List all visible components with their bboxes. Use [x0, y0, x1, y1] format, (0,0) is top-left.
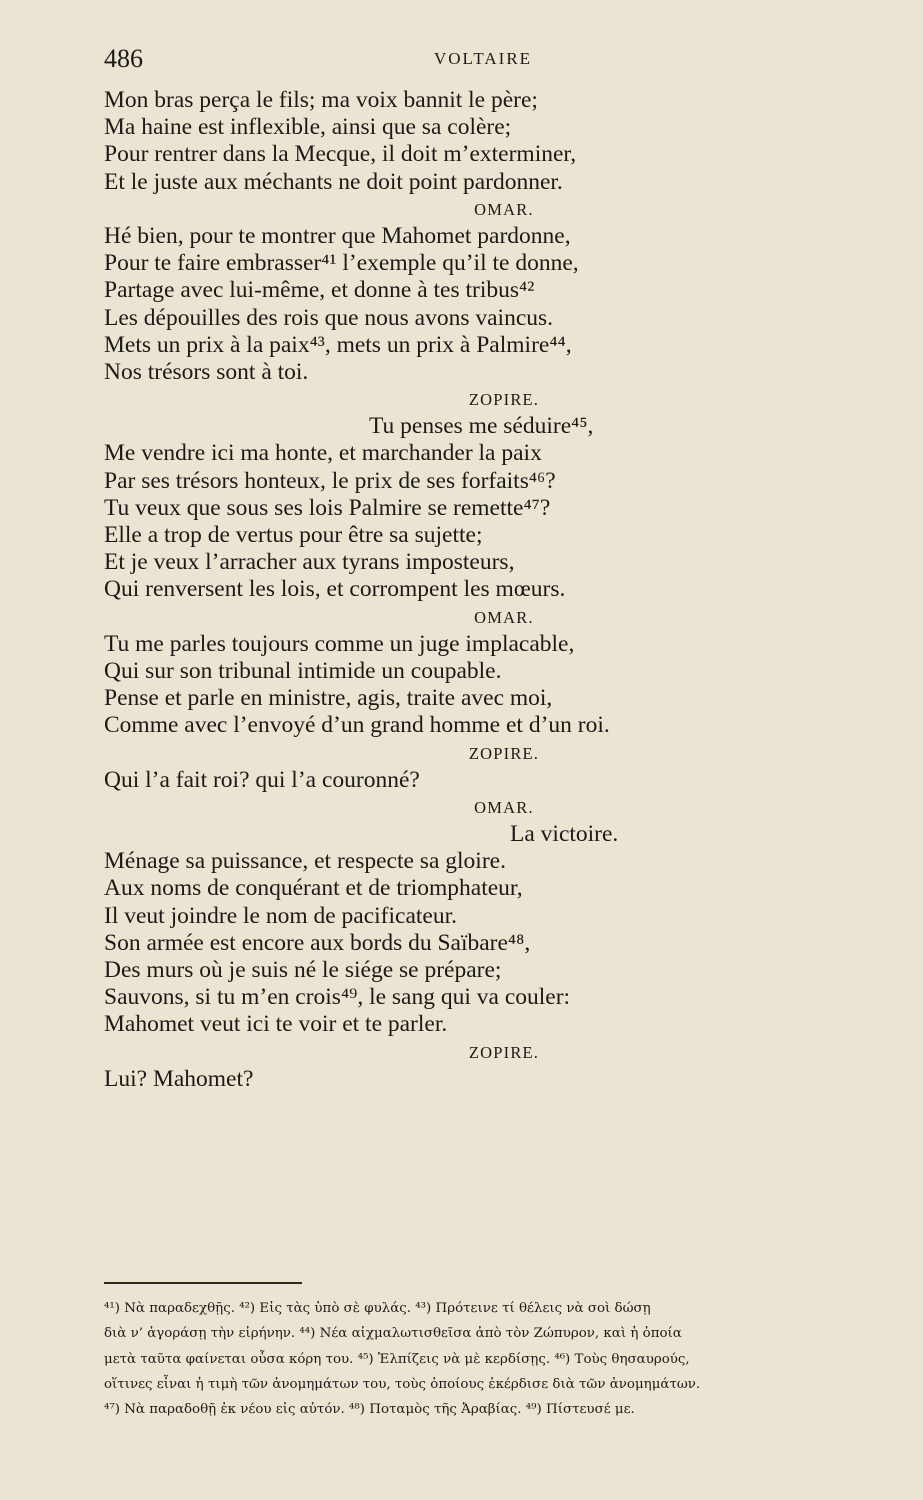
- verse-line: Et le juste aux méchants ne doit point pardonner.: [104, 168, 563, 195]
- verse-line: Lui? Mahomet?: [104, 1065, 254, 1092]
- verse-line: Elle a trop de vertus pour être sa sujette;: [104, 522, 483, 548]
- verse-line: Et je veux l’arracher aux tyrans imposteurs,: [104, 549, 515, 576]
- verse-line: Il veut joindre le nom de pacificateur.: [104, 902, 458, 929]
- verse-line: Partage avec lui-même, et donne à tes tribus⁴²: [104, 277, 535, 304]
- speaker-name: ZOPIRE.: [468, 390, 540, 410]
- verse-line: Par ses trésors honteux, le prix de ses forfaits⁴⁶?: [104, 467, 556, 494]
- footnote-rule: [104, 1282, 302, 1284]
- verse-line: Mahomet veut ici te voir et te parler.: [104, 1011, 448, 1038]
- footnote-line: μετὰ ταῦτα φαίνεται οὖσα κόρη του. ⁴⁵) Ἐλπίζεις νὰ μὲ κερδίσῃς. ⁴⁶) Τοὺς θησαυρούς,: [104, 1351, 690, 1367]
- verse-line: Qui renversent les lois, et corrompent les mœurs.: [104, 576, 566, 603]
- verse-line: Tu veux que sous ses lois Palmire se remette⁴⁷?: [104, 494, 551, 521]
- verse-line: Tu me parles toujours comme un juge implacable,: [104, 630, 575, 657]
- verse-line: Tu penses me séduire⁴⁵,: [369, 413, 594, 440]
- footnote-line: διὰ ν’ ἀγοράσῃ τὴν εἰρήνην. ⁴⁴) Νέα αἰχμαλωτισθεῖσα ἀπὸ τὸν Ζώπυρον, καὶ ἡ ὁποία: [104, 1326, 682, 1342]
- verse-text: [104, 87, 864, 1093]
- verse-line: Mets un prix à la paix⁴³, mets un prix à Palmire⁴⁴,: [104, 331, 572, 358]
- verse-line: Son armée est encore aux bords du Saïbare⁴⁸,: [104, 929, 531, 956]
- verse-line: Qui l’a fait roi? qui l’a couronné?: [104, 766, 420, 793]
- speaker-name: ZOPIRE.: [468, 1042, 540, 1062]
- verse-line: La victoire.: [510, 821, 619, 848]
- verse-line: Pour rentrer dans la Mecque, il doit m’exterminer,: [104, 141, 577, 168]
- footnotes: [104, 1296, 868, 1422]
- page-number: 486: [104, 44, 143, 73]
- verse-line: Ménage sa puissance, et respecte sa gloire.: [104, 848, 506, 875]
- verse-line: Ma haine est inflexible, ainsi que sa colère;: [104, 114, 512, 141]
- verse-line: Mon bras perça le fils; ma voix bannit le père;: [104, 87, 538, 113]
- footnote-line: ⁴⁷) Νὰ παραδοθῇ ἐκ νέου εἰς αὐτόν. ⁴⁸) Ποταμὸς τῆς Ἀραβίας. ⁴⁹) Πίστευσέ με.: [104, 1402, 635, 1418]
- speaker-name: OMAR.: [474, 607, 534, 627]
- footnote-line: ⁴¹) Νὰ παραδεχθῇς. ⁴²) Εἰς τὰς ὑπὸ σὲ φυλάς. ⁴³) Πρότεινε τί θέλεις νὰ σοὶ δώσῃ: [104, 1301, 651, 1316]
- verse-line: Sauvons, si tu m’en crois⁴⁹, le sang qui va couler:: [104, 984, 571, 1011]
- running-head: VOLTAIRE: [434, 49, 533, 68]
- verse-line: Comme avec l’envoyé d’un grand homme et d’un roi.: [104, 712, 610, 739]
- speaker-name: OMAR.: [474, 797, 534, 817]
- speaker-name: ZOPIRE.: [468, 743, 540, 763]
- page-header: [104, 44, 864, 76]
- verse-line: Nos trésors sont à toi.: [104, 358, 309, 385]
- verse-line: Des murs où je suis né le siége se prépare;: [104, 957, 502, 983]
- verse-line: Aux noms de conquérant et de triomphateur,: [104, 875, 523, 902]
- speaker-name: OMAR.: [474, 199, 534, 219]
- verse-line: Qui sur son tribunal intimide un coupable.: [104, 657, 502, 684]
- verse-line: Me vendre ici ma honte, et marchander la paix: [104, 440, 542, 467]
- footnote-line: οἵτινες εἶναι ἡ τιμὴ τῶν ἀνομημάτων του, τοὺς ὁποίους ἐκέρδισε διὰ τῶν ἀνομημάτων.: [104, 1376, 701, 1392]
- verse-line: Pour te faire embrasser⁴¹ l’exemple qu’il te donne,: [104, 250, 579, 277]
- verse-line: Les dépouilles des rois que nous avons vaincus.: [104, 304, 554, 331]
- verse-line: Hé bien, pour te montrer que Mahomet pardonne,: [104, 222, 571, 249]
- verse-line: Pense et parle en ministre, agis, traite avec moi,: [104, 685, 553, 712]
